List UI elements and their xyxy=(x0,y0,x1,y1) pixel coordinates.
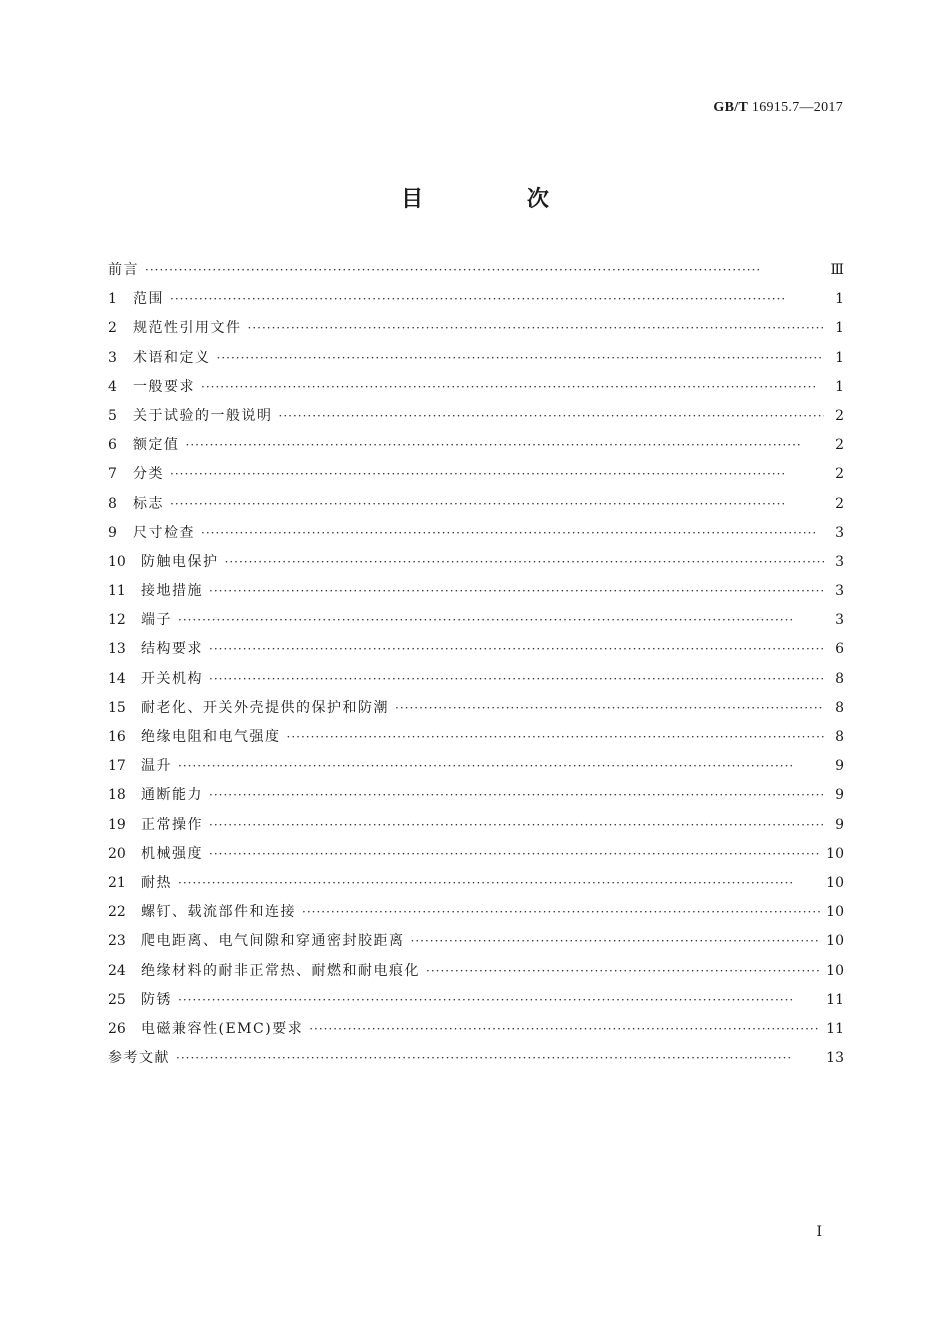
toc-entry[interactable] xyxy=(108,551,844,580)
toc-entry-label: 绝缘材料的耐非正常热、耐燃和耐电痕化 xyxy=(141,962,420,979)
toc-dot-leader xyxy=(209,847,820,861)
toc-entry-label: 前言 xyxy=(108,262,139,278)
toc-entry-page: 8 xyxy=(835,670,844,687)
toc-entry[interactable] xyxy=(108,960,844,989)
toc-entry[interactable] xyxy=(108,697,844,726)
toc-entry-number: 5 xyxy=(108,407,117,424)
toc-entry-label: 绝缘电阻和电气强度 xyxy=(141,729,281,745)
toc-entry-number: 12 xyxy=(108,612,126,629)
toc-entry[interactable] xyxy=(108,1018,844,1047)
toc-entry-page: 11 xyxy=(826,991,844,1008)
toc-entry-number: 10 xyxy=(108,553,126,570)
toc-dot-leader xyxy=(287,730,825,744)
toc-dot-leader xyxy=(302,905,820,919)
toc-entry-label: 标志 xyxy=(133,495,164,512)
toc-dot-leader xyxy=(145,263,824,277)
toc-entry[interactable] xyxy=(108,609,844,638)
toc-dot-leader xyxy=(209,818,824,832)
standard-number: 16915.7—2017 xyxy=(751,100,843,115)
toc-entry-label: 规范性引用文件 xyxy=(133,320,242,337)
toc-dot-leader xyxy=(279,409,825,423)
toc-entry-page: 10 xyxy=(826,845,844,862)
toc-entry-number: 18 xyxy=(108,787,126,804)
toc-entry-number: 19 xyxy=(108,816,126,833)
toc-entry[interactable] xyxy=(108,814,844,843)
toc-entry-label: 尺寸检查 xyxy=(133,524,195,541)
toc-entry-label: 温升 xyxy=(141,758,172,775)
toc-entry-label: 防锈 xyxy=(141,991,172,1008)
page-title: 目 次 xyxy=(401,186,597,212)
toc-entry[interactable] xyxy=(108,463,844,492)
toc-entry-number: 1 xyxy=(108,291,117,308)
toc-entry[interactable] xyxy=(108,872,844,901)
toc-entry-page: 1 xyxy=(835,291,844,308)
toc-entry-number: 13 xyxy=(108,641,126,658)
toc-entry-number: 9 xyxy=(108,524,117,541)
toc-entry[interactable] xyxy=(108,493,844,522)
toc-dot-leader xyxy=(217,351,825,365)
toc-dot-leader xyxy=(201,526,824,540)
toc-entry-number: 24 xyxy=(108,962,126,979)
toc-entry-page: 10 xyxy=(826,904,844,921)
toc-entry-page: 9 xyxy=(835,787,844,804)
toc-entry[interactable] xyxy=(108,638,844,667)
toc-entry[interactable] xyxy=(108,317,844,346)
toc-entry-number: 16 xyxy=(108,729,126,745)
toc-entry-number: 11 xyxy=(108,583,126,600)
toc-dot-leader xyxy=(176,1051,820,1065)
toc-dot-leader xyxy=(201,380,824,394)
toc-dot-leader xyxy=(209,584,824,598)
toc-dot-leader xyxy=(395,701,824,715)
toc-dot-leader xyxy=(170,497,824,511)
toc-entry-page: 3 xyxy=(835,524,844,541)
toc-entry-page: 9 xyxy=(835,816,844,833)
toc-entry[interactable] xyxy=(108,989,844,1018)
toc-entry[interactable] xyxy=(108,930,844,959)
toc-entry[interactable] xyxy=(108,726,844,755)
toc-entry-label: 端子 xyxy=(141,612,172,629)
toc-entry[interactable] xyxy=(108,784,844,813)
toc-entry-page: 2 xyxy=(835,495,844,512)
toc-entry[interactable] xyxy=(108,434,844,463)
toc-dot-leader xyxy=(178,759,824,773)
toc-entry-number: 6 xyxy=(108,437,117,454)
toc-entry-number: 22 xyxy=(108,904,126,921)
toc-entry[interactable] xyxy=(108,580,844,609)
toc-entry-label: 通断能力 xyxy=(141,787,203,804)
toc-dot-leader xyxy=(225,555,825,569)
toc-entry-page: 8 xyxy=(835,699,844,716)
toc-dot-leader xyxy=(426,964,820,978)
toc-entry-page: Ⅲ xyxy=(830,262,844,278)
toc-entry-page: 1 xyxy=(835,378,844,395)
toc-dot-leader xyxy=(209,788,824,802)
toc-entry-number: 7 xyxy=(108,466,117,483)
toc-entry-number: 20 xyxy=(108,845,126,862)
toc-entry[interactable] xyxy=(108,843,844,872)
toc-entry-label: 防触电保护 xyxy=(141,553,219,570)
toc-entry-label: 螺钉、载流部件和连接 xyxy=(141,904,296,921)
toc-dot-leader xyxy=(209,642,824,656)
toc-dot-leader xyxy=(170,467,824,481)
toc-entry[interactable] xyxy=(108,1047,844,1076)
toc-dot-leader xyxy=(178,876,820,890)
toc-entry-page: 9 xyxy=(835,758,844,775)
toc-dot-leader xyxy=(178,993,820,1007)
toc-entry-page: 6 xyxy=(835,641,844,658)
toc-entry-page: 2 xyxy=(835,466,844,483)
toc-entry[interactable] xyxy=(108,259,844,288)
toc-entry-label: 结构要求 xyxy=(141,641,203,658)
toc-entry-label: 正常操作 xyxy=(141,816,203,833)
toc-entry-number: 21 xyxy=(108,874,126,891)
toc-entry-label: 范围 xyxy=(133,291,164,308)
toc-entry[interactable] xyxy=(108,522,844,551)
footer-page-number: I xyxy=(816,1224,822,1240)
toc-entry-number: 17 xyxy=(108,758,126,775)
toc-entry-page: 3 xyxy=(835,612,844,629)
toc-entry-label: 关于试验的一般说明 xyxy=(133,407,273,424)
toc-entry-number: 8 xyxy=(108,495,117,512)
toc-entry-page: 2 xyxy=(835,437,844,454)
toc-entry[interactable] xyxy=(108,405,844,434)
toc-dot-leader xyxy=(178,613,824,627)
toc-entry-number: 15 xyxy=(108,699,126,716)
standard-prefix: GB/T xyxy=(713,100,749,115)
toc-entry-number: 4 xyxy=(108,378,117,395)
toc-entry[interactable] xyxy=(108,901,844,930)
toc-entry-number: 25 xyxy=(108,991,126,1008)
toc-entry-page: 11 xyxy=(826,1020,844,1037)
toc-entry-number: 3 xyxy=(108,349,117,366)
toc-entry-number: 2 xyxy=(108,320,117,337)
toc-dot-leader xyxy=(209,672,824,686)
toc-entry-page: 1 xyxy=(835,320,844,337)
toc-entry-page: 8 xyxy=(835,729,844,745)
toc-entry-number: 26 xyxy=(108,1020,126,1037)
toc-entry-label: 电磁兼容性(EMC)要求 xyxy=(141,1020,304,1037)
toc-entry[interactable] xyxy=(108,288,844,317)
toc-dot-leader xyxy=(186,438,825,452)
toc-entry-label: 一般要求 xyxy=(133,378,195,395)
toc-entry-label: 额定值 xyxy=(133,437,180,454)
toc-entry-label: 耐老化、开关外壳提供的保护和防潮 xyxy=(141,699,389,716)
toc-entry-page: 10 xyxy=(826,962,844,979)
toc-entry[interactable] xyxy=(108,755,844,784)
toc-entry-label: 爬电距离、电气间隙和穿通密封胶距离 xyxy=(141,933,405,950)
toc-entry-page: 3 xyxy=(835,553,844,570)
toc-entry-number: 23 xyxy=(108,933,126,950)
toc-dot-leader xyxy=(411,934,821,948)
toc-entry-label: 接地措施 xyxy=(141,583,203,600)
toc-dot-leader xyxy=(248,321,825,335)
toc-entry[interactable] xyxy=(108,347,844,376)
toc-entry-page: 1 xyxy=(835,349,844,366)
toc-entry-label: 参考文献 xyxy=(108,1050,170,1067)
table-of-contents xyxy=(108,259,844,1076)
toc-entry-label: 开关机构 xyxy=(141,670,203,687)
toc-entry-label: 分类 xyxy=(133,466,164,483)
toc-dot-leader xyxy=(309,1022,820,1036)
toc-entry-label: 耐热 xyxy=(141,874,172,891)
toc-entry-page: 2 xyxy=(835,407,844,424)
toc-entry-page: 10 xyxy=(826,933,844,950)
toc-entry-label: 术语和定义 xyxy=(133,349,211,366)
toc-entry-label: 机械强度 xyxy=(141,845,203,862)
toc-dot-leader xyxy=(170,292,824,306)
toc-entry-page: 13 xyxy=(826,1050,844,1067)
toc-entry-page: 10 xyxy=(826,874,844,891)
standard-code xyxy=(713,100,843,116)
toc-entry-number: 14 xyxy=(108,670,126,687)
toc-entry[interactable] xyxy=(108,376,844,405)
toc-entry-page: 3 xyxy=(835,583,844,600)
toc-entry[interactable] xyxy=(108,668,844,697)
